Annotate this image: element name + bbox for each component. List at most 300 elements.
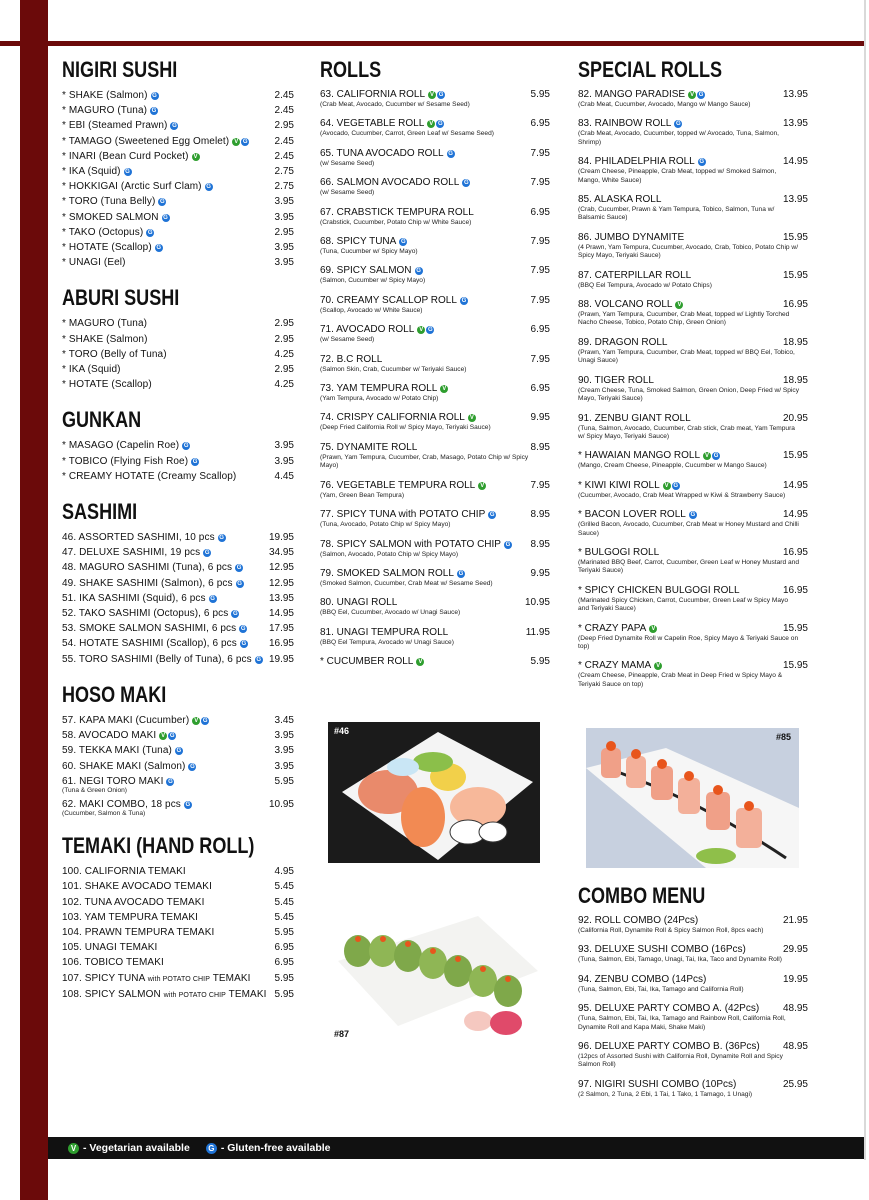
item-line bbox=[578, 155, 808, 168]
item-name-wrap bbox=[62, 925, 214, 940]
item-price: 3.95 bbox=[274, 211, 294, 223]
menu-item bbox=[320, 206, 550, 227]
photo-label: #87 bbox=[334, 1029, 350, 1039]
item-name: 62. MAKI COMBO, 18 pcs bbox=[62, 798, 181, 810]
item-description: (Cream Cheese, Pineapple, Crab Meat, topped w/ Smoked Salmon, Mango, White Sauce) bbox=[578, 168, 777, 184]
gluten-free-legend-text: - Gluten-free available bbox=[220, 1142, 331, 1154]
gluten-free-icon: G bbox=[206, 1143, 217, 1154]
item-price: 7.95 bbox=[530, 479, 550, 491]
aburi-list bbox=[62, 316, 294, 392]
menu-item bbox=[62, 560, 294, 575]
menu-item bbox=[320, 538, 550, 559]
item-name: 84. PHILADELPHIA ROLL bbox=[578, 156, 695, 168]
nigiri-section bbox=[62, 56, 294, 270]
menu-item bbox=[62, 362, 294, 377]
item-description: (Crab Meat, Avocado, Cucumber w/ Sesame Seed) bbox=[320, 101, 470, 108]
item-name-wrap bbox=[62, 743, 183, 758]
top-accent-line bbox=[0, 41, 864, 46]
item-name: 51. IKA SASHIMI (Squid), 6 pcs bbox=[62, 592, 206, 604]
menu-item bbox=[62, 377, 294, 392]
item-name-wrap bbox=[62, 530, 226, 545]
item-name: 49. SHAKE SASHIMI (Salmon), 6 pcs bbox=[62, 577, 233, 589]
item-line bbox=[578, 973, 808, 986]
menu-item bbox=[320, 176, 550, 197]
item-line bbox=[578, 1040, 808, 1053]
item-line bbox=[578, 336, 808, 349]
item-name: 75. DYNAMITE ROLL bbox=[320, 441, 418, 453]
menu-item bbox=[320, 655, 550, 668]
menu-item bbox=[62, 469, 294, 484]
item-name: * CREAMY HOTATE (Creamy Scallop) bbox=[62, 470, 237, 482]
vegetarian-icon: V bbox=[430, 92, 435, 98]
item-name-wrap bbox=[578, 88, 705, 101]
item-description: (Prawn, Yam Tempura, Cucumber, Crab Meat, topped w/ BBQ Eel, Tobico, Unagi Sauce) bbox=[578, 348, 795, 365]
item-name-wrap bbox=[62, 316, 147, 331]
item-name: 68. SPICY TUNA bbox=[320, 236, 397, 248]
gluten-free-icon: G bbox=[156, 245, 162, 252]
menu-item bbox=[62, 895, 294, 910]
gluten-free-icon: G bbox=[505, 541, 511, 548]
gluten-free-icon: G bbox=[125, 169, 130, 176]
item-name-wrap bbox=[578, 336, 667, 349]
item-name-wrap bbox=[320, 596, 397, 609]
hoso-maki-list bbox=[62, 713, 294, 818]
menu-item bbox=[62, 728, 294, 743]
item-description: (Salmon, Avocado, Potato Chip w/ Spicy Mayo) bbox=[320, 550, 459, 558]
item-price: 4.45 bbox=[274, 470, 294, 482]
item-name: 64. VEGETABLE ROLL bbox=[320, 118, 425, 130]
item-name: 107. SPICY TUNA bbox=[62, 972, 148, 984]
section-title: SASHIMI bbox=[62, 499, 138, 525]
item-name: 90. TIGER ROLL bbox=[578, 374, 654, 386]
item-name: * UNAGI (Eel) bbox=[62, 257, 126, 269]
vegetarian-icon: V bbox=[419, 327, 424, 334]
item-price: 3.45 bbox=[274, 714, 294, 726]
section-title: ABURI SUSHI bbox=[62, 285, 180, 311]
rolls-list bbox=[320, 88, 550, 668]
item-name-wrap bbox=[578, 412, 691, 425]
item-line bbox=[320, 235, 550, 248]
gluten-free-icon: G bbox=[206, 184, 211, 191]
gluten-free-icon: G bbox=[458, 570, 464, 577]
item-name: 54. HOTATE SASHIMI (Scallop), 6 pcs bbox=[62, 638, 237, 650]
item-price: 6.95 bbox=[530, 324, 550, 336]
item-description: (Tuna, Cucumber w/ Spicy Mayo) bbox=[320, 248, 418, 256]
item-name: 88. VOLCANO ROLL bbox=[578, 299, 673, 311]
item-name: 77. SPICY TUNA with POTATO CHIP bbox=[320, 509, 486, 521]
item-price: 3.95 bbox=[274, 730, 294, 742]
gluten-free-icon: G bbox=[427, 327, 433, 334]
item-description: (w/ Sesame Seed) bbox=[320, 336, 375, 344]
item-name: * MASAGO (Capelin Roe) bbox=[62, 440, 180, 452]
item-name: 87. CATERPILLAR ROLL bbox=[578, 269, 692, 281]
item-line bbox=[578, 659, 808, 672]
item-name: 78. SPICY SALMON with POTATO CHIP bbox=[320, 538, 501, 550]
item-name: 53. SMOKE SALMON SASHIMI, 6 pcs bbox=[62, 623, 237, 635]
gluten-free-icon: G bbox=[190, 763, 195, 770]
item-name: 102. TUNA AVOCADO TEMAKI bbox=[62, 896, 205, 908]
gluten-free-icon: G bbox=[204, 550, 210, 557]
gluten-free-icon: G bbox=[185, 801, 191, 808]
sashimi-photo bbox=[328, 722, 540, 863]
item-line bbox=[320, 264, 550, 277]
gluten-free-icon: G bbox=[168, 778, 173, 785]
item-name-wrap bbox=[62, 560, 243, 575]
item-price: 7.95 bbox=[530, 294, 550, 306]
menu-item bbox=[320, 596, 550, 617]
item-price: 9.95 bbox=[530, 567, 550, 579]
menu-item bbox=[578, 943, 808, 964]
item-name: * BACON LOVER ROLL bbox=[578, 509, 686, 521]
item-price: 2.95 bbox=[274, 318, 294, 330]
menu-item bbox=[62, 316, 294, 331]
gluten-free-icon: G bbox=[416, 268, 421, 275]
combo-column bbox=[578, 882, 808, 1107]
nigiri-list bbox=[62, 88, 294, 270]
item-name: 95. DELUXE PARTY COMBO A. (42Pcs) bbox=[578, 1003, 760, 1015]
item-price: 5.95 bbox=[274, 775, 294, 787]
item-line bbox=[320, 626, 550, 639]
item-price: 48.95 bbox=[782, 1003, 808, 1015]
item-name: 72. B.C ROLL bbox=[320, 353, 383, 365]
gluten-free-icon: G bbox=[437, 121, 443, 128]
rolls-section bbox=[320, 56, 550, 668]
item-name-wrap bbox=[320, 176, 470, 189]
item-price: 5.95 bbox=[530, 656, 550, 668]
item-name: * HAWAIAN MANGO ROLL bbox=[578, 450, 701, 462]
item-name-wrap bbox=[62, 895, 204, 910]
item-name-note: with POTATO CHIP bbox=[147, 975, 210, 983]
item-price: 8.95 bbox=[530, 509, 550, 521]
item-name: 57. KAPA MAKI (Cucumber) bbox=[62, 714, 190, 726]
item-name: 94. ZENBU COMBO (14Pcs) bbox=[578, 973, 707, 985]
item-price: 34.95 bbox=[268, 547, 294, 559]
item-line bbox=[578, 231, 808, 244]
gluten-free-icon: G bbox=[463, 180, 469, 187]
item-price: 8.95 bbox=[530, 441, 550, 453]
menu-item bbox=[578, 584, 808, 614]
gluten-free-icon: G bbox=[183, 443, 189, 450]
section-title: TEMAKI (HAND ROLL) bbox=[62, 833, 255, 859]
menu-item bbox=[320, 567, 550, 588]
item-name-wrap bbox=[62, 940, 157, 955]
item-line bbox=[320, 353, 550, 366]
item-line bbox=[320, 176, 550, 189]
item-name: 97. NIGIRI SUSHI COMBO (10Pcs) bbox=[578, 1078, 737, 1090]
item-price: 14.95 bbox=[782, 509, 808, 521]
item-price: 10.95 bbox=[524, 597, 550, 609]
item-name: * TAMAGO (Sweetened Egg Omelet) bbox=[62, 135, 230, 147]
menu-item bbox=[578, 88, 808, 109]
menu-item bbox=[320, 441, 550, 471]
item-price: 25.95 bbox=[782, 1078, 808, 1090]
item-name: 69. SPICY SALMON bbox=[320, 265, 412, 277]
item-name-wrap bbox=[578, 914, 698, 927]
item-price: 6.95 bbox=[530, 383, 550, 395]
item-line bbox=[578, 479, 808, 492]
menu-item bbox=[578, 1078, 808, 1099]
vegetarian-icon: V bbox=[651, 625, 656, 632]
item-line bbox=[320, 206, 550, 219]
item-name-wrap bbox=[62, 636, 248, 651]
item-line bbox=[320, 88, 550, 101]
item-name-wrap bbox=[578, 117, 682, 130]
item-price: 4.25 bbox=[274, 379, 294, 391]
item-description: (BBQ Eel Tempura, Avocado w/ Potato Chips) bbox=[578, 281, 712, 289]
item-price: 7.95 bbox=[530, 265, 550, 277]
sashimi-plate-illustration bbox=[328, 722, 540, 863]
menu-item bbox=[62, 194, 294, 209]
menu-item bbox=[320, 508, 550, 529]
menu-column-right bbox=[578, 56, 808, 703]
menu-item bbox=[578, 155, 808, 185]
item-name-suffix: TEMAKI bbox=[210, 972, 251, 984]
section-title: ROLLS bbox=[320, 57, 382, 82]
item-name: * CRAZY PAPA bbox=[578, 622, 647, 634]
section-title: HOSO MAKI bbox=[62, 681, 167, 707]
item-description: (Scallop, Avocado w/ White Sauce) bbox=[320, 306, 423, 314]
item-price: 2.75 bbox=[274, 166, 294, 178]
item-line bbox=[320, 147, 550, 160]
item-name: 74. CRISPY CALIFORNIA ROLL bbox=[320, 412, 465, 424]
item-price: 48.95 bbox=[782, 1041, 808, 1053]
item-name-wrap bbox=[62, 864, 186, 879]
item-name: 67. CRABSTICK TEMPURA ROLL bbox=[320, 206, 474, 218]
vegetarian-icon: V bbox=[705, 453, 710, 460]
item-name-wrap bbox=[62, 606, 239, 621]
item-description: (2 Salmon, 2 Tuna, 2 Ebi, 1 Tai, 1 Tako, 1 Tamago, 1 Unagi) bbox=[578, 1090, 753, 1098]
item-description: (Crab Meat, Avocado, Cucumber, topped w/ Avocado, Tuna, Salmon, Shrimp) bbox=[578, 130, 779, 146]
caterpillar-roll-photo bbox=[328, 911, 540, 1046]
left-accent-bar bbox=[20, 0, 48, 1200]
item-price: 3.95 bbox=[274, 242, 294, 254]
menu-item bbox=[320, 117, 550, 138]
item-name: * CRAZY MAMA bbox=[578, 660, 652, 672]
item-price: 2.95 bbox=[274, 120, 294, 132]
gluten-free-icon: G bbox=[240, 626, 246, 633]
item-description: (BBQ Eel, Cucumber, Avocado w/ Unagi Sauce) bbox=[320, 609, 461, 617]
item-name: * HOKKIGAI (Arctic Surf Clam) bbox=[62, 181, 202, 193]
item-name-wrap bbox=[62, 255, 126, 270]
item-name: * TORO (Tuna Belly) bbox=[62, 196, 156, 208]
item-name-wrap bbox=[320, 353, 382, 366]
footer-legend bbox=[48, 1137, 864, 1159]
item-name: 61. NEGI TORO MAKI bbox=[62, 775, 164, 787]
item-price: 16.95 bbox=[268, 638, 294, 650]
menu-item bbox=[62, 179, 294, 194]
item-name: * KIWI KIWI ROLL bbox=[578, 479, 660, 491]
item-line bbox=[320, 382, 550, 395]
gluten-free-icon: G bbox=[192, 458, 198, 465]
gunkan-list bbox=[62, 438, 294, 484]
photo-label: #46 bbox=[334, 726, 350, 736]
item-name-wrap bbox=[62, 910, 198, 925]
item-price: 5.95 bbox=[274, 988, 294, 1000]
item-price: 20.95 bbox=[782, 412, 808, 424]
menu-item bbox=[578, 336, 808, 366]
item-name: * CUCUMBER ROLL bbox=[320, 656, 414, 668]
item-description: (California Roll, Dynamite Roll & Spicy Salmon Roll, 8pcs each) bbox=[578, 927, 764, 934]
item-name: * TAKO (Octopus) bbox=[62, 226, 144, 238]
item-name-wrap bbox=[578, 622, 657, 635]
item-name: 65. TUNA AVOCADO ROLL bbox=[320, 147, 444, 159]
item-name: 52. TAKO SASHIMI (Octopus), 6 pcs bbox=[62, 608, 229, 620]
item-description: (Marinated Spicy Chicken, Carrot, Cucumber, Green Leaf w Spicy Mayo and Teriyaki Sauce) bbox=[578, 596, 788, 613]
item-price: 4.95 bbox=[274, 866, 294, 878]
menu-item bbox=[62, 576, 294, 591]
item-description: (Salmon Skin, Crab, Cucumber w/ Teriyaki Sauce) bbox=[320, 365, 467, 373]
item-description: (Prawn, Yam Tempura, Cucumber, Crab, Masago, Potato Chip w/ Spicy Mayo) bbox=[320, 453, 529, 470]
item-name-wrap bbox=[320, 264, 423, 277]
item-price: 5.95 bbox=[274, 926, 294, 938]
item-line bbox=[578, 449, 808, 462]
item-name: * SMOKED SALMON bbox=[62, 211, 159, 223]
item-name: 92. ROLL COMBO (24Pcs) bbox=[578, 915, 699, 926]
item-name-wrap bbox=[62, 164, 132, 179]
gluten-free-icon: G bbox=[151, 108, 157, 115]
item-description: (Prawn, Yam Tempura, Cucumber, Crab Meat, topped w/ Lightly Torched Nacho Cheese, Tobico, Potato Chip, Green Onion) bbox=[578, 311, 790, 327]
temaki-section bbox=[62, 832, 294, 1003]
item-name: 89. DRAGON ROLL bbox=[578, 336, 668, 348]
item-price: 11.95 bbox=[525, 626, 550, 638]
menu-item bbox=[578, 546, 808, 576]
gluten-free-icon: G bbox=[147, 229, 153, 236]
item-description: (Tuna, Avocado, Potato Chip w/ Spicy Mayo) bbox=[320, 521, 451, 529]
item-name-wrap bbox=[62, 332, 148, 347]
menu-item bbox=[578, 1002, 808, 1032]
item-price: 6.95 bbox=[274, 942, 294, 954]
item-name: 96. DELUXE PARTY COMBO B. (36Pcs) bbox=[578, 1041, 760, 1053]
menu-item bbox=[320, 382, 550, 403]
item-description: (w/ Sesame Seed) bbox=[320, 189, 375, 197]
item-name: 79. SMOKED SALMON ROLL bbox=[320, 567, 454, 579]
item-description: (Cream Cheese, Pineapple, Crab Meat in Deep Fried w Spicy Mayo & Teriyaki Sauce on top) bbox=[578, 672, 783, 688]
menu-item bbox=[320, 294, 550, 315]
vegetarian-icon: V bbox=[193, 153, 198, 160]
gluten-free-icon: G bbox=[489, 512, 495, 519]
item-description: (BBQ Eel Tempura, Avocado w/ Unagi Sauce) bbox=[320, 638, 454, 646]
item-name: * HOTATE (Scallop) bbox=[62, 379, 152, 391]
menu-item bbox=[62, 743, 294, 758]
item-line bbox=[578, 914, 808, 927]
item-price: 2.75 bbox=[274, 181, 294, 193]
item-price: 2.95 bbox=[274, 364, 294, 376]
menu-item bbox=[320, 235, 550, 256]
menu-item bbox=[62, 332, 294, 347]
item-name-wrap bbox=[62, 469, 236, 484]
menu-item bbox=[578, 508, 808, 538]
menu-item bbox=[62, 987, 294, 1003]
item-name-wrap bbox=[62, 240, 163, 255]
item-price: 6.95 bbox=[530, 206, 550, 218]
item-description: (Smoked Salmon, Cucumber, Crab Meat w/ Sesame Seed) bbox=[320, 579, 493, 587]
item-description: (Grilled Bacon, Avocado, Cucumber, Crab Meat w Honey Mustard and Chilli Sauce) bbox=[578, 521, 799, 537]
item-description: (Tuna, Salmon, Avocado, Cucumber, Crab stick, Crab meat, Yam Tempura w/ Spicy Mayo, Teriyaki Sauce) bbox=[578, 424, 795, 440]
item-name-wrap bbox=[62, 621, 247, 636]
menu-column-middle bbox=[320, 56, 550, 682]
item-name: * EBI (Steamed Prawn) bbox=[62, 120, 168, 132]
item-price: 7.95 bbox=[530, 236, 550, 248]
item-description: (Avocado, Cucumber, Carrot, Green Leaf w/ Sesame Seed) bbox=[320, 130, 494, 138]
alaska-roll-illustration bbox=[586, 728, 799, 868]
item-name-wrap bbox=[320, 567, 465, 580]
menu-item bbox=[62, 636, 294, 651]
item-name-wrap bbox=[320, 655, 424, 668]
item-price: 15.95 bbox=[782, 269, 808, 281]
menu-item bbox=[320, 479, 550, 500]
menu-item bbox=[578, 479, 808, 500]
item-line bbox=[578, 508, 808, 521]
item-price: 3.95 bbox=[274, 745, 294, 757]
menu-item bbox=[62, 164, 294, 179]
gluten-free-icon: G bbox=[152, 93, 157, 99]
gluten-free-icon: G bbox=[237, 580, 242, 587]
item-price: 3.95 bbox=[274, 196, 294, 208]
vegetarian-icon: V bbox=[664, 482, 669, 489]
item-name-note: with POTATO CHIP bbox=[163, 991, 226, 999]
item-price: 15.95 bbox=[782, 231, 808, 243]
menu-column-left bbox=[62, 56, 294, 1017]
section-title: SPECIAL ROLLS bbox=[578, 57, 723, 82]
item-line bbox=[320, 567, 550, 580]
item-price: 13.95 bbox=[782, 194, 808, 206]
item-name-wrap bbox=[578, 269, 691, 282]
gluten-free-icon: G bbox=[169, 733, 175, 740]
item-price: 3.95 bbox=[274, 455, 294, 467]
vegetarian-icon: V bbox=[429, 121, 434, 128]
item-line bbox=[578, 412, 808, 425]
item-description: (Cream Cheese, Tuna, Smoked Salmon, Green Onion, Deep Fried w/ Spicy Mayo, Teriyaki Sauce) bbox=[578, 386, 799, 403]
item-name: 81. UNAGI TEMPURA ROLL bbox=[320, 626, 449, 638]
combo-list bbox=[578, 914, 808, 1099]
menu-item bbox=[578, 1040, 808, 1070]
section-title: COMBO MENU bbox=[578, 883, 706, 908]
item-name-wrap bbox=[320, 411, 476, 424]
gluten-free-icon: G bbox=[256, 656, 262, 663]
alaska-roll-photo bbox=[586, 728, 799, 868]
item-price: 7.95 bbox=[530, 353, 550, 365]
item-line bbox=[578, 1002, 808, 1015]
menu-item bbox=[578, 374, 808, 404]
menu-item bbox=[62, 545, 294, 560]
vegetarian-icon: V bbox=[690, 92, 695, 98]
item-line bbox=[320, 508, 550, 521]
menu-item bbox=[62, 454, 294, 469]
item-name-wrap bbox=[62, 728, 176, 743]
section-title: GUNKAN bbox=[62, 407, 142, 433]
item-line bbox=[578, 298, 808, 311]
item-name: * SPICY CHICKEN BULGOGI ROLL bbox=[578, 584, 740, 596]
item-name-wrap bbox=[578, 193, 661, 206]
special-rolls-list bbox=[578, 88, 808, 689]
item-description: (Tuna, Salmon, Ebi, Tai, Ika, Tamago and California Roll) bbox=[578, 985, 744, 993]
item-line bbox=[320, 294, 550, 307]
item-description: (Yam Tempura, Avocado w/ Potato Chip) bbox=[320, 395, 439, 403]
item-price: 3.95 bbox=[274, 760, 294, 772]
item-description: (Cucumber, Avocado, Crab Meat Wrapped w Kiwi & Strawberry Sauce) bbox=[578, 491, 786, 499]
gunkan-section bbox=[62, 406, 294, 484]
gluten-free-icon: G bbox=[172, 123, 177, 130]
item-price: 10.95 bbox=[268, 798, 294, 810]
item-name-wrap bbox=[62, 347, 167, 362]
item-name-wrap bbox=[62, 377, 152, 392]
item-name-wrap bbox=[62, 149, 200, 164]
item-name-wrap bbox=[62, 438, 190, 453]
item-description: (Yam, Green Bean Tempura) bbox=[320, 491, 405, 499]
item-name-wrap bbox=[62, 652, 263, 667]
item-name: 66. SALMON AVOCADO ROLL bbox=[320, 177, 460, 189]
menu-item bbox=[62, 225, 294, 240]
